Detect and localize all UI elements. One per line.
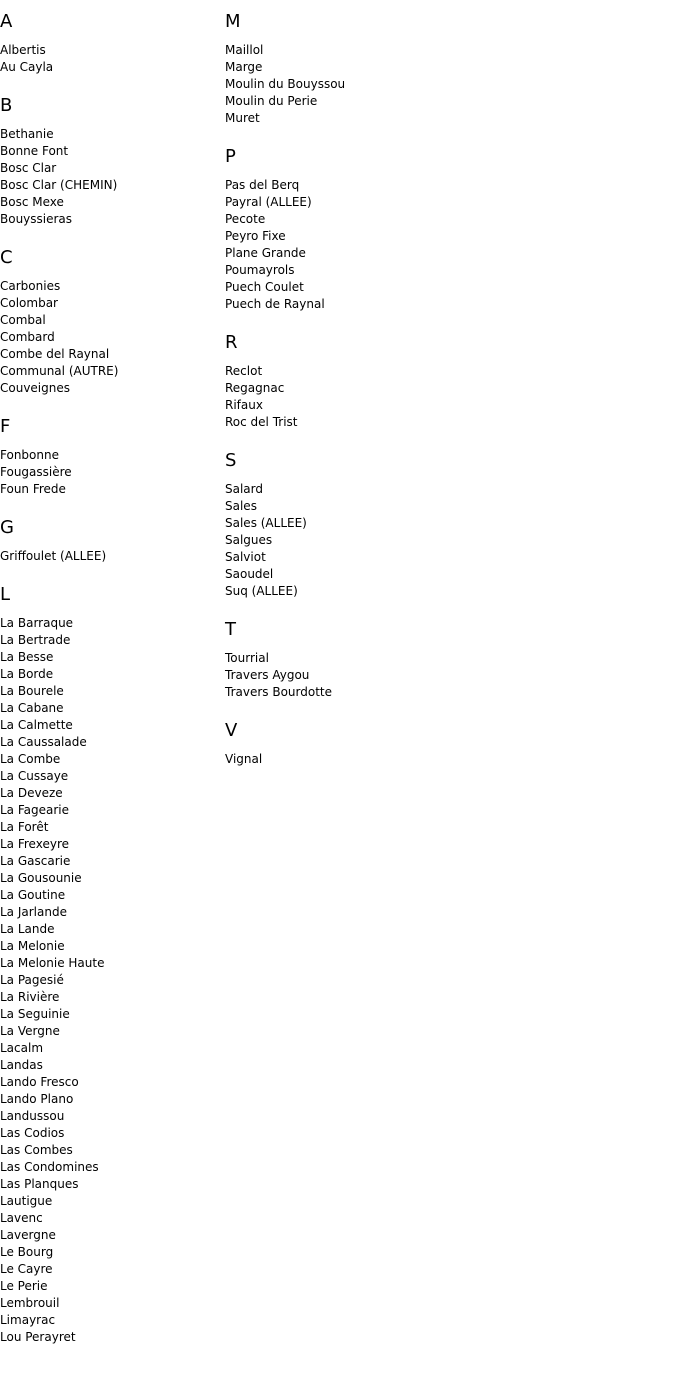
street-index-column-right (225, 12, 435, 768)
street-name-item[interactable]: Lavenc (0, 1211, 43, 1225)
street-list (0, 447, 210, 498)
street-name-item[interactable]: La Bertrade (0, 633, 71, 647)
street-name-item[interactable]: Sales (225, 499, 257, 513)
street-name-item[interactable]: Le Perie (0, 1279, 48, 1293)
street-name-item[interactable]: Muret (225, 111, 260, 125)
street-name-item[interactable]: Moulin du Perie (225, 94, 318, 108)
street-name-item[interactable]: La Cussaye (0, 769, 69, 783)
street-name-item[interactable]: Combard (0, 330, 55, 344)
street-list (225, 650, 435, 701)
street-name-item[interactable]: La Forêt (0, 820, 49, 834)
street-name-item[interactable]: Las Codios (0, 1126, 65, 1140)
street-name-item[interactable]: Lando Plano (0, 1092, 74, 1106)
street-name-item[interactable]: Fougassière (0, 465, 72, 479)
street-name-item[interactable]: Lavergne (0, 1228, 56, 1242)
letter-heading: C (0, 247, 13, 268)
street-name-item[interactable]: Bethanie (0, 127, 54, 141)
letter-section (0, 248, 210, 397)
street-list (225, 751, 435, 768)
street-name-item[interactable]: Plane Grande (225, 246, 306, 260)
street-name-item[interactable]: Salard (225, 482, 263, 496)
street-name-item[interactable]: Peyro Fixe (225, 229, 286, 243)
street-name-item[interactable]: Lautigue (0, 1194, 53, 1208)
street-name-item[interactable]: Poumayrols (225, 263, 295, 277)
street-name-item[interactable]: Combal (0, 313, 46, 327)
street-name-item[interactable]: Las Combes (0, 1143, 73, 1157)
street-name-item[interactable]: La Jarlande (0, 905, 67, 919)
street-name-item[interactable]: Bosc Mexe (0, 195, 64, 209)
letter-section (225, 451, 435, 600)
street-name-item[interactable]: Fonbonne (0, 448, 59, 462)
street-name-item[interactable]: La Caussalade (0, 735, 87, 749)
street-name-item[interactable]: Colombar (0, 296, 58, 310)
street-name-item[interactable]: Salviot (225, 550, 266, 564)
street-name-item[interactable]: La Rivière (0, 990, 60, 1004)
street-name-item[interactable]: Travers Aygou (225, 668, 310, 682)
street-name-item[interactable]: La Fagearie (0, 803, 70, 817)
street-name-item[interactable]: La Besse (0, 650, 54, 664)
street-name-item[interactable]: Pecote (225, 212, 266, 226)
street-name-item[interactable]: Roc del Trist (225, 415, 298, 429)
street-name-item[interactable]: Landas (0, 1058, 43, 1072)
street-name-item[interactable]: La Gascarie (0, 854, 71, 868)
street-name-item[interactable]: Regagnac (225, 381, 285, 395)
letter-section (0, 518, 210, 565)
street-name-item[interactable]: Foun Frede (0, 482, 66, 496)
letter-heading: P (225, 146, 236, 167)
street-name-item[interactable]: La Gousounie (0, 871, 82, 885)
street-list (225, 42, 435, 127)
street-name-item[interactable]: Vignal (225, 752, 263, 766)
street-name-item[interactable]: Carbonies (0, 279, 61, 293)
letter-section (225, 333, 435, 431)
street-name-item[interactable]: Lembrouil (0, 1296, 60, 1310)
street-name-item[interactable]: La Deveze (0, 786, 63, 800)
street-name-item[interactable]: Puech Coulet (225, 280, 304, 294)
letter-section (225, 147, 435, 313)
street-name-item[interactable]: Le Bourg (0, 1245, 54, 1259)
street-name-item[interactable]: La Cabane (0, 701, 64, 715)
letter-heading: A (0, 11, 13, 32)
street-name-item[interactable]: La Barraque (0, 616, 74, 630)
street-name-item[interactable]: Lou Perayret (0, 1330, 76, 1344)
street-name-item[interactable]: La Melonie (0, 939, 65, 953)
street-name-item[interactable]: Maillol (225, 43, 264, 57)
street-name-item[interactable]: La Bourele (0, 684, 64, 698)
street-name-item[interactable]: Au Cayla (0, 60, 54, 74)
letter-heading: V (225, 720, 238, 741)
letter-section (0, 12, 210, 76)
letter-heading: G (0, 517, 14, 538)
letter-heading: R (225, 332, 238, 353)
street-name-item[interactable]: Lacalm (0, 1041, 44, 1055)
letter-section (0, 96, 210, 228)
street-list (0, 42, 210, 76)
street-name-item[interactable]: Albertis (0, 43, 46, 57)
street-list (225, 481, 435, 600)
street-name-item[interactable]: La Vergne (0, 1024, 60, 1038)
letter-heading: M (225, 11, 241, 32)
street-name-item[interactable]: Sales (ALLEE) (225, 516, 307, 530)
street-name-item[interactable]: Las Condomines (0, 1160, 99, 1174)
street-name-item[interactable]: Bosc Clar (0, 161, 57, 175)
street-list (225, 363, 435, 431)
street-name-item[interactable]: Communal (AUTRE) (0, 364, 119, 378)
street-name-item[interactable]: La Borde (0, 667, 54, 681)
street-list (0, 126, 210, 228)
street-name-item[interactable]: Payral (ALLEE) (225, 195, 312, 209)
street-name-item[interactable]: Saoudel (225, 567, 274, 581)
street-name-item[interactable]: Reclot (225, 364, 263, 378)
street-name-item[interactable]: Rifaux (225, 398, 263, 412)
street-name-item[interactable]: Griffoulet (ALLEE) (0, 549, 107, 563)
street-name-item[interactable]: Lando Fresco (0, 1075, 79, 1089)
street-name-item[interactable]: Moulin du Bouyssou (225, 77, 346, 91)
street-name-item[interactable]: Puech de Raynal (225, 297, 325, 311)
street-name-item[interactable]: La Seguinie (0, 1007, 70, 1021)
letter-section (225, 620, 435, 701)
street-name-item[interactable]: Couveignes (0, 381, 71, 395)
street-name-item[interactable]: Pas del Berq (225, 178, 300, 192)
letter-section (225, 721, 435, 768)
street-name-item[interactable]: Salgues (225, 533, 273, 547)
letter-heading: F (0, 416, 11, 437)
letter-section (0, 417, 210, 498)
street-name-item[interactable]: Landussou (0, 1109, 65, 1123)
street-list (225, 177, 435, 313)
letter-section (0, 585, 210, 1346)
street-index-column-left (0, 12, 210, 1346)
street-name-item[interactable]: Marge (225, 60, 263, 74)
letter-heading: T (225, 619, 236, 640)
street-name-item[interactable]: La Goutine (0, 888, 66, 902)
letter-heading: B (0, 95, 13, 116)
street-name-item[interactable]: La Calmette (0, 718, 73, 732)
street-name-item[interactable]: Las Planques (0, 1177, 79, 1191)
street-name-item[interactable]: Combe del Raynal (0, 347, 110, 361)
street-name-item[interactable]: Bouyssieras (0, 212, 73, 226)
street-name-item[interactable]: Suq (ALLEE) (225, 584, 298, 598)
street-name-item[interactable]: Travers Bourdotte (225, 685, 332, 699)
street-list (0, 548, 210, 565)
street-list (0, 278, 210, 397)
street-name-item[interactable]: Bonne Font (0, 144, 69, 158)
street-name-item[interactable]: Le Cayre (0, 1262, 53, 1276)
street-name-item[interactable]: Tourrial (225, 651, 269, 665)
street-name-item[interactable]: La Pagesié (0, 973, 64, 987)
letter-heading: L (0, 584, 11, 605)
street-name-item[interactable]: La Lande (0, 922, 55, 936)
letter-heading: S (225, 450, 237, 471)
street-name-item[interactable]: La Combe (0, 752, 61, 766)
street-name-item[interactable]: La Frexeyre (0, 837, 69, 851)
street-name-item[interactable]: Limayrac (0, 1313, 56, 1327)
letter-section (225, 12, 435, 127)
street-list (0, 615, 210, 1346)
street-name-item[interactable]: Bosc Clar (CHEMIN) (0, 178, 118, 192)
street-name-item[interactable]: La Melonie Haute (0, 956, 105, 970)
